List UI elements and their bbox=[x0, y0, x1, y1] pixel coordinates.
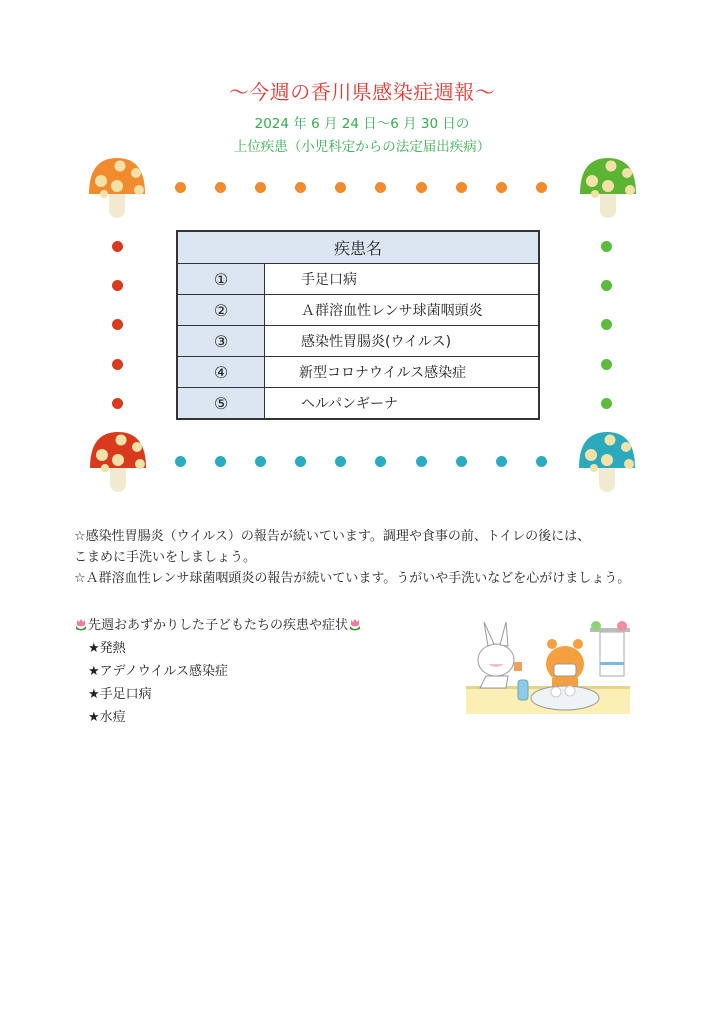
handwashing-illustration bbox=[466, 618, 630, 714]
decorative-dot bbox=[601, 359, 612, 370]
decorative-dot bbox=[496, 456, 507, 467]
decorative-dot bbox=[456, 182, 467, 193]
decorative-dot bbox=[175, 456, 186, 467]
weekly-section bbox=[74, 614, 362, 729]
decorative-dot bbox=[295, 182, 306, 193]
weekly-heading-text: 先週おあずかりした子どもたちの疾患や症状 bbox=[88, 618, 349, 633]
page-title: ～今週の香川県感染症週報～ bbox=[228, 80, 496, 104]
decorative-dot bbox=[536, 456, 547, 467]
disease-name: 感染性胃腸炎(ウイルス) bbox=[265, 326, 540, 357]
green-mushroom-icon bbox=[578, 156, 638, 218]
tulip-icon bbox=[74, 617, 88, 631]
decorative-dot bbox=[416, 182, 427, 193]
rank: ④ bbox=[177, 357, 265, 388]
decorative-dot bbox=[416, 456, 427, 467]
disease-name: 手足口病 bbox=[265, 264, 540, 295]
list-item: ★発熱 bbox=[88, 641, 126, 656]
table-row bbox=[177, 388, 539, 420]
note-line: ☆Ａ群溶血性レンサ球菌咽頭炎の報告が続いています。うがいや手洗いなどを心がけましょう。 bbox=[74, 571, 631, 586]
weekly-heading bbox=[74, 614, 362, 637]
decorative-dot bbox=[375, 456, 386, 467]
orange-mushroom-icon bbox=[87, 156, 147, 218]
decorative-dot bbox=[112, 359, 123, 370]
teal-mushroom-icon bbox=[577, 430, 637, 492]
date-range: 2024 年 6 月 24 日～6 月 30 日の bbox=[254, 116, 470, 132]
table-row bbox=[177, 326, 539, 357]
tulip-icon bbox=[348, 617, 362, 631]
decorative-dot bbox=[375, 182, 386, 193]
notes bbox=[74, 526, 630, 589]
rank: ⑤ bbox=[177, 388, 265, 420]
decorative-dot bbox=[496, 182, 507, 193]
table-header: 疾患名 bbox=[177, 231, 539, 264]
list-item: ★手足口病 bbox=[88, 687, 152, 702]
disease-name: Ａ群溶血性レンサ球菌咽頭炎 bbox=[265, 295, 540, 326]
decorative-dot bbox=[601, 319, 612, 330]
decorative-dot bbox=[601, 398, 612, 409]
rank: ① bbox=[177, 264, 265, 295]
decorative-dot bbox=[255, 456, 266, 467]
table-row bbox=[177, 357, 539, 388]
decorative-dot bbox=[215, 456, 226, 467]
red-mushroom-icon bbox=[88, 430, 148, 492]
rank: ② bbox=[177, 295, 265, 326]
disease-name: ヘルパンギーナ bbox=[265, 388, 540, 420]
decorative-dot bbox=[112, 319, 123, 330]
decorative-dot bbox=[112, 241, 123, 252]
decorative-dot bbox=[335, 182, 346, 193]
decorative-dot bbox=[456, 456, 467, 467]
decorative-dot bbox=[175, 182, 186, 193]
decorative-dot bbox=[215, 182, 226, 193]
decorative-dot bbox=[601, 280, 612, 291]
rank: ③ bbox=[177, 326, 265, 357]
table-row bbox=[177, 295, 539, 326]
decorative-dot bbox=[335, 456, 346, 467]
decorative-dot bbox=[601, 241, 612, 252]
decorative-dot bbox=[295, 456, 306, 467]
note-line: ☆感染性胃腸炎（ウイルス）の報告が続いています。調理や食事の前、トイレの後には、 bbox=[74, 529, 591, 544]
list-item: ★アデノウイルス感染症 bbox=[88, 664, 228, 679]
note-line: こまめに手洗いをしましょう。 bbox=[74, 550, 257, 565]
decorative-dot bbox=[112, 398, 123, 409]
disease-name: 新型コロナウイルス感染症 bbox=[265, 357, 540, 388]
subtitle: 上位疾患（小児科定からの法定届出疾病） bbox=[233, 139, 491, 155]
decorative-dot bbox=[255, 182, 266, 193]
decorative-dot bbox=[112, 280, 123, 291]
decorative-dot bbox=[536, 182, 547, 193]
disease-ranking-table bbox=[176, 230, 540, 420]
list-item: ★水痘 bbox=[88, 710, 126, 725]
table-row bbox=[177, 264, 539, 295]
